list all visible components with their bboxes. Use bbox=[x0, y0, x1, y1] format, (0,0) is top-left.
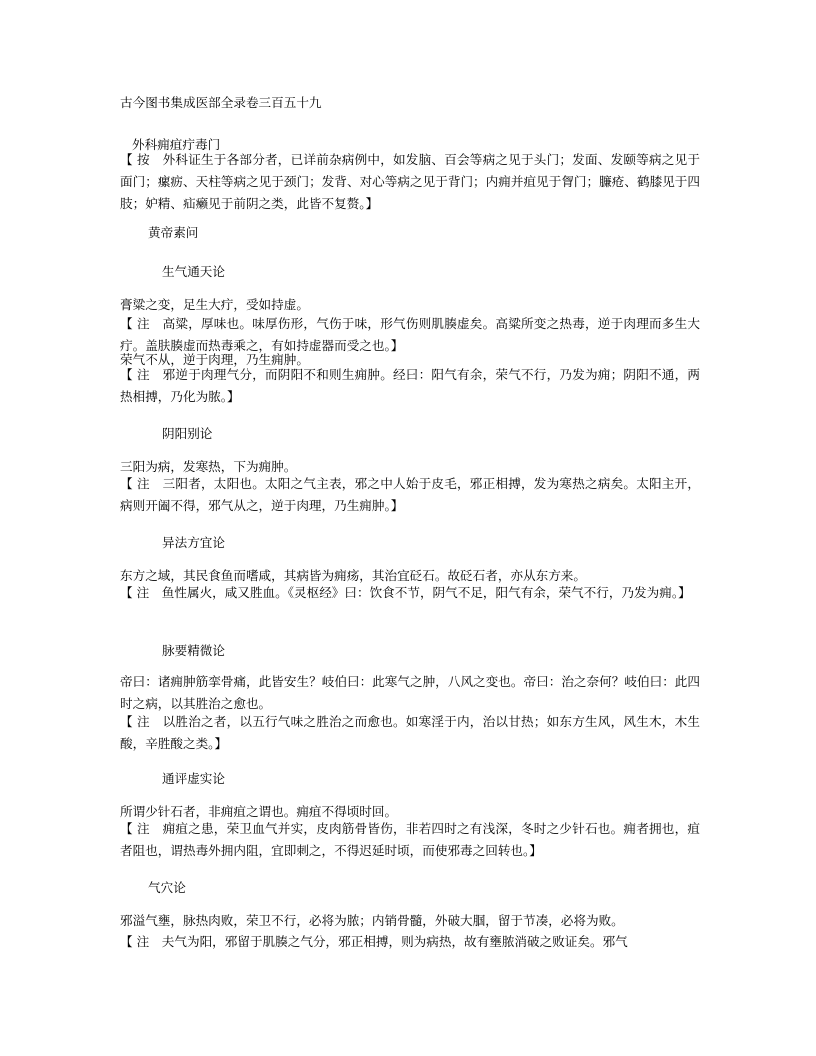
commentary-note: 【 注 鱼性属火，咸又胜血。《灵枢经》曰：饮食不节，阴气不足，阳气有余，荣气不行，乃发为痈。】 bbox=[120, 585, 691, 600]
classic-text: 三阳为病，发寒热，下为痈肿。 bbox=[120, 459, 297, 474]
chapter-title: 通评虚实论 bbox=[162, 771, 225, 786]
classic-text: 所谓少针石者，非痈疽之谓也。痈疽不得顷时回。 bbox=[120, 804, 398, 819]
commentary-note: 【 注 高粱，厚味也。味厚伤形，气伤于味，形气伤则肌腠虚矣。高粱所变之热毒，逆于肉理而多生大疔。盖肤腠虚而热毒乘之，有如持虚器而受之也。】 bbox=[120, 316, 700, 353]
commentary-note: 【 注 以胜治之者，以五行气味之胜治之而愈也。如寒淫于内，治以甘热；如东方生风，风生木，木生酸，辛胜酸之类。】 bbox=[120, 714, 700, 751]
commentary-note: 【 注 三阳者，太阳也。太阳之气主表，邪之中人始于皮毛，邪正相搏，发为寒热之病矣。太阳主开，病则开阖不得，邪气从之，逆于肉理，乃生痈肿。】 bbox=[120, 476, 700, 513]
classic-text: 邪溢气壅，脉热肉败，荣卫不行，必将为脓；内销骨髓，外破大腘，留于节凑，必将为败。 bbox=[120, 913, 624, 928]
commentary-note: 【 注 夫气为阳，邪留于肌腠之气分，邪正相搏，则为病热，故有壅脓消破之败证矣。邪气 bbox=[120, 934, 628, 949]
intro-note: 【 按 外科证生于各部分者，已详前杂病例中，如发脑、百会等病之见于头门；发面、发颐等病之见于面门；瘰疬、天柱等病之见于颈门；发背、对心等病之见于背门；内痈并疽见于胷门；臁疮、鹤膝见于四肢；妒精、疝癞见于前阴之类，此皆不复赘。】 bbox=[120, 152, 700, 211]
section-title: 外科痈疽疔毒门 bbox=[132, 137, 221, 152]
document-title: 古今图书集成医部全录卷三百五十九 bbox=[120, 95, 322, 110]
commentary-note: 【 注 邪逆于肉理气分，而阴阳不和则生痈肿。经曰：阳气有余，荣气不行，乃发为痈；阴阳不通，两热相搏，乃化为脓。】 bbox=[120, 367, 700, 404]
book-title: 黄帝素问 bbox=[148, 225, 199, 240]
classic-text: 东方之域，其民食鱼而嗜咸，其病皆为痈疡，其治宜砭石。故砭石者，亦从东方来。 bbox=[120, 568, 586, 583]
chapter-title: 脉要精微论 bbox=[162, 643, 225, 658]
classic-text: 荣气不从，逆于肉理，乃生痈肿。 bbox=[120, 352, 309, 367]
classic-text: 膏粱之变，足生大疔，受如持虚。 bbox=[120, 297, 309, 312]
chapter-title: 异法方宜论 bbox=[162, 535, 225, 550]
chapter-title: 生气通天论 bbox=[162, 264, 225, 279]
chapter-title: 阴阳别论 bbox=[162, 426, 213, 441]
chapter-title: 气穴论 bbox=[148, 880, 186, 895]
classic-text: 帝曰：诸痈肿筋挛骨痛，此皆安生？岐伯曰：此寒气之肿，八风之变也。帝曰：治之奈何？岐伯曰：此四时之病，以其胜治之愈也。 bbox=[120, 674, 700, 711]
commentary-note: 【 注 痈疽之患，荣卫血气并实，皮肉筋骨皆伤，非若四时之有浅深，冬时之少针石也。痈者拥也，疽者阻也，谓热毒外拥内阻，宜即刺之，不得迟延时顷，而使邪毒之回转也。】 bbox=[120, 821, 700, 858]
